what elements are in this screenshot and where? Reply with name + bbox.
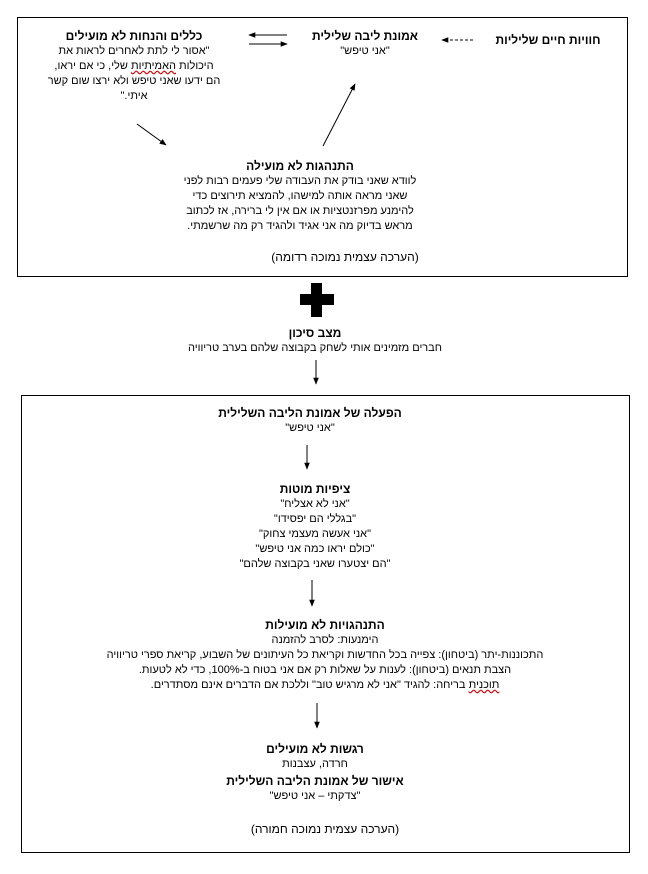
emotions-block bbox=[200, 741, 430, 772]
behaviors-line-4 bbox=[40, 678, 610, 693]
prediction-4: "כולם יראו כמה אני טיפש" bbox=[255, 543, 375, 555]
behavior-block bbox=[150, 158, 450, 234]
core-belief-block bbox=[290, 28, 440, 59]
behaviors-line-4-rest: בריחה: להגיד "אני לא מרגיש טוב" וללכת אם הדברים אינם מסתדרים. bbox=[150, 679, 469, 691]
risk-title: מצב סיכון bbox=[288, 326, 342, 340]
life-experiences-block bbox=[478, 32, 618, 48]
rules-line-2 bbox=[30, 59, 238, 74]
rules-line-4: איתי." bbox=[120, 90, 148, 102]
confirmation-quote: "צדקתי – אני טיפש" bbox=[269, 790, 361, 802]
behavior-title: התנהגות לא מועילה bbox=[246, 159, 354, 173]
confirmation-block bbox=[170, 773, 460, 804]
rules-line-1: "אסור לי לתת לאחרים לראות את bbox=[58, 45, 210, 57]
activation-title: הפעלה של אמונת הליבה השלילית bbox=[218, 406, 402, 420]
emotions-text: חרדה, עצבנות bbox=[282, 758, 348, 770]
behaviors-line-4-squiggle: תוכנית bbox=[468, 679, 500, 691]
predictions-title: ציפיות מוטות bbox=[279, 482, 351, 496]
plus-icon bbox=[300, 283, 334, 317]
behavior-line-3: להימנע מפרזנטציות או אם אין לי ברירה, אז לכתוב bbox=[186, 205, 414, 217]
prediction-5: "הם יצטערו שאני בקבוצה שלהם" bbox=[239, 558, 391, 570]
behaviors-block bbox=[40, 617, 610, 693]
rules-line-2-squiggle: האמיתיות bbox=[130, 60, 176, 72]
activation-block bbox=[160, 405, 460, 436]
rules-line-2-pre: היכולות bbox=[175, 60, 214, 72]
behavior-line-1: לוודא שאני בודק את העבודה שלי פעמים רבות לפני bbox=[183, 175, 417, 187]
rules-block bbox=[30, 28, 238, 104]
behaviors-title: התנהגויות לא מועילות bbox=[265, 618, 385, 632]
rules-title: כללים והנחות לא מועילים bbox=[65, 29, 203, 43]
behaviors-line-3: הצבת תנאים (ביטחון): לענות על שאלות רק אם אני בטוח ב-100%, כדי לא לטעות. bbox=[138, 664, 512, 676]
behaviors-line-1: הימנעות: לסרב להזמנה bbox=[271, 634, 379, 646]
core-belief-quote: "אני טיפש" bbox=[340, 45, 390, 57]
life-experiences-title: חוויות חיים שליליות bbox=[495, 33, 601, 47]
behavior-line-4: מראש בדיוק מה אני אגיד ולהגיד רק מה שרשמתי. bbox=[187, 220, 413, 232]
activation-quote: "אני טיפש" bbox=[285, 422, 335, 434]
prediction-3: "אני אעשה מעצמי צחוק" bbox=[259, 528, 371, 540]
prediction-2: "בגללי הם יפסידו" bbox=[273, 513, 357, 525]
behaviors-line-2: התכוננות-יתר (ביטחון): צפייה בכל החדשות וקריאת כל העיתונים של השבוע, קריאת ספרי טריוויה bbox=[106, 649, 544, 661]
rules-line-2-post: שלי, כי אם יראו, bbox=[54, 60, 131, 72]
prediction-1: "אני לא אצליח" bbox=[280, 498, 350, 510]
emotions-title: רגשות לא מועילים bbox=[266, 742, 364, 756]
behavior-line-2: שאני מראה אותה למישהו, להמציא תירוצים כדי bbox=[192, 190, 408, 202]
rules-line-3: הם ידעו שאני טיפש ולא ירצו שום קשר bbox=[47, 75, 221, 87]
core-belief-title: אמונת ליבה שלילית bbox=[311, 29, 418, 43]
bottom-caption: (הערכה עצמית נמוכה חמורה) bbox=[250, 822, 400, 836]
risk-text: חברים מזמינים אותי לשחק בקבוצה שלהם בערב טריוויה bbox=[187, 342, 443, 354]
risk-block bbox=[120, 325, 510, 356]
top-caption: (הערכה עצמית נמוכה רדומה) bbox=[271, 250, 419, 264]
predictions-block bbox=[200, 481, 430, 572]
confirmation-title: אישור של אמונת הליבה השלילית bbox=[226, 774, 404, 788]
plus-icon-vertical bbox=[311, 283, 322, 317]
